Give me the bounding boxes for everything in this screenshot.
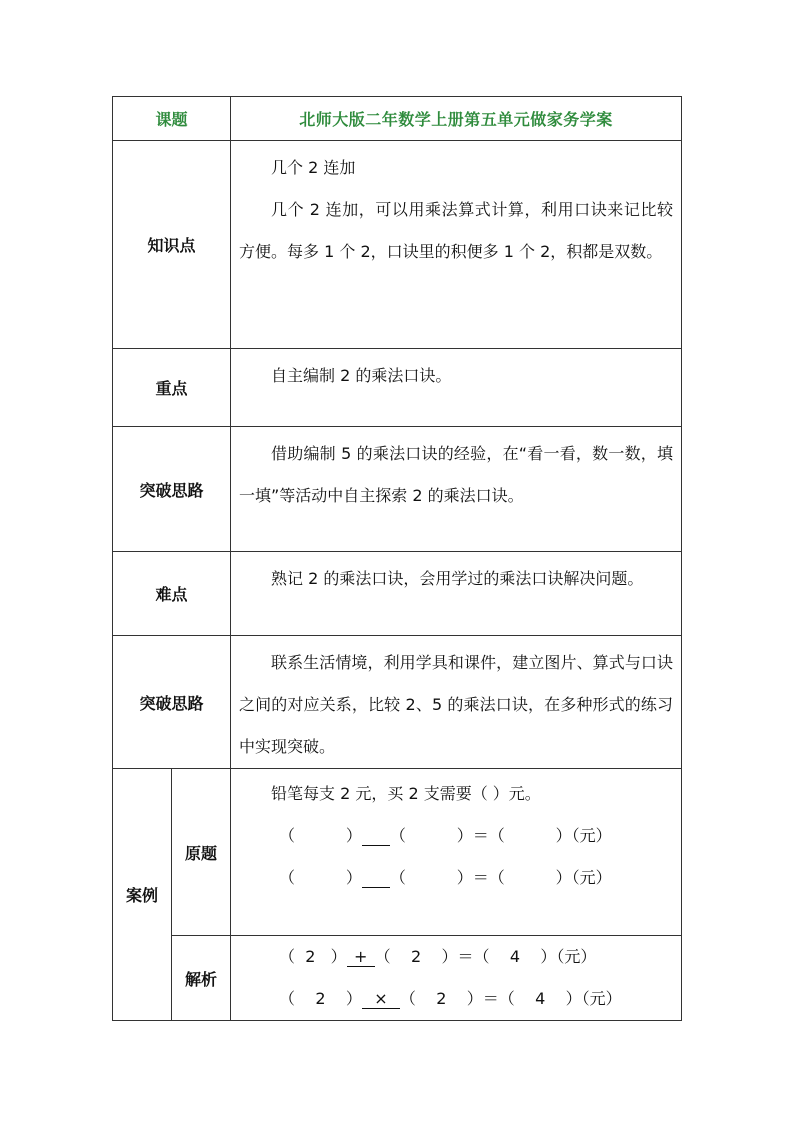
analysis-line2-op: × bbox=[362, 990, 400, 1009]
breakthrough1-content bbox=[231, 427, 682, 552]
page-title: 北师大版二年数学上册第五单元做家务学案 bbox=[231, 97, 682, 141]
original-line1-b: （ ）＝（ ）（元） bbox=[389, 826, 612, 845]
original-label: 原题 bbox=[172, 769, 231, 936]
analysis-line2 bbox=[239, 978, 673, 1020]
knowledge-content bbox=[231, 141, 682, 349]
knowledge-line1: 几个 2 连加 bbox=[271, 158, 356, 177]
breakthrough2-label: 突破思路 bbox=[113, 636, 231, 769]
difficulty-label: 难点 bbox=[113, 552, 231, 636]
breakthrough1-text: 借助编制 5 的乘法口诀的经验，在“看一看，数一数，填一填”等活动中自主探索 2 的乘法口诀。 bbox=[239, 444, 674, 505]
original-question: 铅笔每支 2 元，买 2 支需要（ ）元。 bbox=[271, 784, 541, 803]
original-line1-a: （ ） bbox=[279, 826, 362, 845]
original-line2-blank bbox=[362, 869, 390, 888]
key-point-label: 重点 bbox=[113, 349, 231, 427]
original-line1 bbox=[239, 815, 673, 857]
original-content bbox=[231, 769, 682, 936]
subject-label: 课题 bbox=[113, 97, 231, 141]
header-row bbox=[113, 97, 682, 141]
key-point-row bbox=[113, 349, 682, 427]
analysis-content bbox=[231, 936, 682, 1021]
knowledge-row bbox=[113, 141, 682, 349]
breakthrough1-label: 突破思路 bbox=[113, 427, 231, 552]
original-line2-b: （ ）＝（ ）（元） bbox=[389, 868, 612, 887]
analysis-line1-b: （ 2 ）＝（ 4 ）（元） bbox=[374, 947, 597, 966]
original-line1-blank bbox=[362, 827, 390, 846]
original-line2-a: （ ） bbox=[279, 868, 362, 887]
breakthrough1-row bbox=[113, 427, 682, 552]
analysis-line1-op: + bbox=[347, 948, 375, 967]
breakthrough2-row bbox=[113, 636, 682, 769]
example-analysis-row bbox=[113, 936, 682, 1021]
original-line2 bbox=[239, 857, 673, 899]
analysis-line2-a: （ 2 ） bbox=[279, 989, 362, 1008]
analysis-label: 解析 bbox=[172, 936, 231, 1021]
difficulty-content bbox=[231, 552, 682, 636]
difficulty-text: 熟记 2 的乘法口诀，会用学过的乘法口诀解决问题。 bbox=[271, 569, 644, 588]
analysis-line1 bbox=[239, 936, 673, 978]
lesson-plan-table bbox=[112, 96, 682, 1021]
knowledge-paragraph: 几个 2 连加，可以用乘法算式计算，利用口诀来记比较方便。每多 1 个 2，口诀里的积便多 1 个 2，积都是双数。 bbox=[239, 200, 674, 261]
analysis-line1-a: （ 2 ） bbox=[279, 947, 347, 966]
key-point-text: 自主编制 2 的乘法口诀。 bbox=[271, 366, 452, 385]
breakthrough2-text: 联系生活情境，利用学具和课件，建立图片、算式与口诀之间的对应关系，比较 2、5 的乘法口诀，在多种形式的练习中实现突破。 bbox=[239, 653, 674, 756]
analysis-line2-b: （ 2 ）＝（ 4 ）（元） bbox=[399, 989, 622, 1008]
example-label: 案例 bbox=[113, 769, 172, 1021]
breakthrough2-content bbox=[231, 636, 682, 769]
key-point-content bbox=[231, 349, 682, 427]
example-original-row bbox=[113, 769, 682, 936]
difficulty-row bbox=[113, 552, 682, 636]
knowledge-label: 知识点 bbox=[113, 141, 231, 349]
